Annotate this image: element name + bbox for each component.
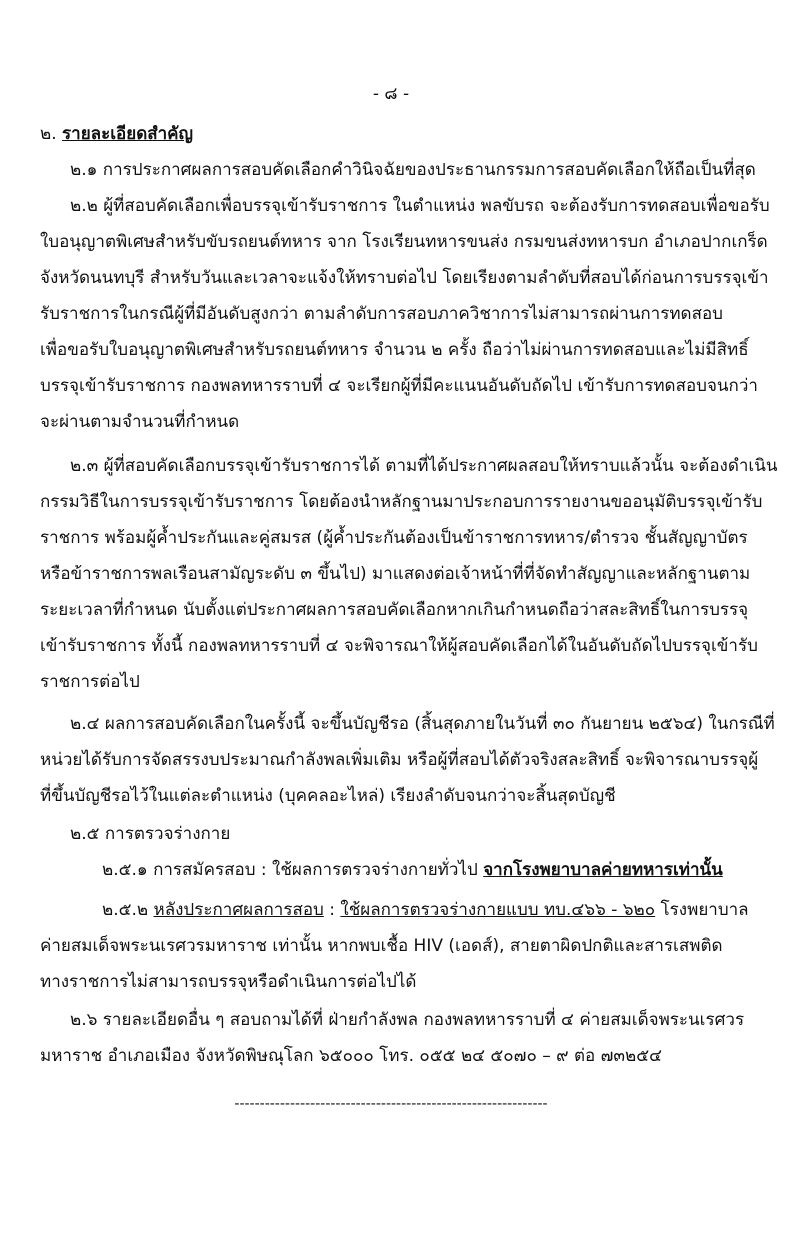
paragraph-2-3-line: เข้ารับราชการ ทั้งนี้ กองพลทหารราบที่ ๔ จะพิจารณาให้ผู้สอบคัดเลือกได้ในอันดับถัดไปบรรจุเข้ารับ: [40, 636, 758, 656]
paragraph-2-3-line: ราชการ พร้อมผู้ค้ำประกันและคู่สมรส (ผู้ค้ำประกันต้องเป็นข้าราชการทหาร/ตำรวจ ชั้นสัญญาบัตร: [40, 528, 748, 548]
paragraph-2-2-line: จังหวัดนนทบุรี สำหรับวันและเวลาจะแจ้งให้ทราบต่อไป โดยเรียงตามลำดับที่สอบได้ก่อนการบรรจุเข้า: [40, 268, 769, 288]
paragraph-2-6-line: ๒.๖ รายละเอียดอื่น ๆ สอบถามได้ที่ ฝ่ายกำลังพล กองพลทหารราบที่ ๔ ค่ายสมเด็จพระนเรศวร: [70, 1010, 745, 1030]
paragraph-2-4-line: ๒.๔ ผลการสอบคัดเลือกในครั้งนี้ จะขึ้นบัญชีรอ (สิ้นสุดภายในวันที่ ๓๐ กันยายน ๒๕๖๔) ในกรณีที่: [70, 714, 775, 734]
paragraph-2-6-line: มหาราช อำเภอเมือง จังหวัดพิษณุโลก ๖๕๐๐๐ โทร. ๐๕๕ ๒๔ ๕๐๗๐ – ๙ ต่อ ๗๓๒๕๔: [40, 1046, 662, 1066]
paragraph-2-3-line: ระยะเวลาที่กำหนด นับตั้งแต่ประกาศผลการสอบคัดเลือกหากเกินกำหนดถือว่าสละสิทธิ์ในการบรรจุ: [40, 600, 749, 620]
paragraph-2-5-2-line: ค่ายสมเด็จพระนเรศวรมหาราช เท่านั้น หากพบเชื้อ HIV (เอดส์), สายตาผิดปกติและสารเสพติด: [40, 936, 723, 956]
paragraph-2-3-line: ราชการต่อไป: [40, 672, 140, 692]
item-2-5-2-value: ใช้ผลการตรวจร่างกายแบบ ทบ.๔๖๖ - ๖๒๐: [340, 900, 656, 920]
section-number: ๒.: [40, 124, 57, 144]
item-2-5-2-number: ๒.๕.๒: [102, 900, 154, 920]
paragraph-2-5-heading: ๒.๕ การตรวจร่างกาย: [70, 824, 231, 844]
paragraph-2-5-2-line: ทางราชการไม่สามารถบรรจุหรือดำเนินการต่อไปได้: [40, 972, 417, 992]
paragraph-2-4-line: ที่ขึ้นบัญชีรอไว้ในแต่ละตำแหน่ง (บุคคลอะไหล่) เรียงลำดับจนกว่าจะสิ้นสุดบัญชี: [40, 786, 616, 806]
paragraph-2-2-line: รับราชการในกรณีผู้ที่มีอันดับสูงกว่า ตามลำดับการสอบภาควิชาการไม่สามารถผ่านการทดสอบ: [40, 304, 723, 324]
paragraph-2-3-line: ๒.๓ ผู้ที่สอบคัดเลือกบรรจุเข้ารับราชการได้ ตามที่ได้ประกาศผลสอบให้ทราบแล้วนั้น จะต้องดำเนิน: [70, 456, 778, 476]
page-number: - ๘ -: [372, 84, 410, 104]
paragraph-2-2-line: ๒.๒ ผู้ที่สอบคัดเลือกเพื่อบรรจุเข้ารับราชการ ในตำแหน่ง พลขับรถ จะต้องรับการทดสอบเพื่อขอรับ: [70, 196, 770, 216]
section-title: รายละเอียดสำคัญ: [62, 124, 194, 144]
end-divider: --------------------------------------------------------------: [234, 1096, 548, 1112]
item-2-5-2-separator: :: [323, 900, 341, 920]
paragraph-2-2-line: ใบอนุญาตพิเศษสำหรับขับรถยนต์ทหาร จาก โรงเรียนทหารขนส่ง กรมขนส่งทหารบก อำเภอปากเกร็ด: [40, 232, 768, 252]
paragraph-2-4-line: หน่วยได้รับการจัดสรรงบประมาณกำลังพลเพิ่มเติม หรือผู้ที่สอบได้ตัวจริงสละสิทธิ์ จะพิจารณาบรรจุผู้: [40, 750, 759, 770]
paragraph-2-2-line: จะผ่านตามจำนวนที่กำหนด: [40, 412, 240, 432]
paragraph-2-3-line: กรรมวิธีในการบรรจุเข้ารับราชการ โดยต้องนำหลักฐานมาประกอบการรายงานขออนุมัติบรรจุเข้ารับ: [40, 492, 763, 512]
item-2-5-1-emphasis: จากโรงพยาบาลค่ายทหารเท่านั้น: [483, 860, 723, 880]
paragraph-2-3-line: หรือข้าราชการพลเรือนสามัญระดับ ๓ ขึ้นไป) มาแสดงต่อเจ้าหน้าที่ที่จัดทำสัญญาและหลักฐานตาม: [40, 564, 751, 584]
paragraph-2-5-2: [102, 898, 782, 922]
item-2-5-2-label: หลังประกาศผลการสอบ: [153, 900, 324, 920]
paragraph-2-1: ๒.๑ การประกาศผลการสอบคัดเลือกคำวินิจฉัยของประธานกรรมการสอบคัดเลือกให้ถือเป็นที่สุด: [70, 160, 756, 180]
paragraph-2-2-line: บรรจุเข้ารับราชการ กองพลทหารราบที่ ๔ จะเรียกผู้ที่มีคะแนนอันดับถัดไป เข้ารับการทดสอบจนกว่า: [40, 376, 758, 396]
item-2-5-2-rest: โรงพยาบาล: [655, 900, 749, 920]
section-heading: [40, 122, 782, 146]
paragraph-2-2-line: เพื่อขอรับใบอนุญาตพิเศษสำหรับรถยนต์ทหาร จำนวน ๒ ครั้ง ถือว่าไม่ผ่านการทดสอบและไม่มีสิทธิ์: [40, 340, 749, 360]
item-2-5-1-label: ๒.๕.๑ การสมัครสอบ : ใช้ผลการตรวจร่างกายทั่วไป: [102, 860, 484, 880]
paragraph-2-5-1: [102, 858, 782, 882]
